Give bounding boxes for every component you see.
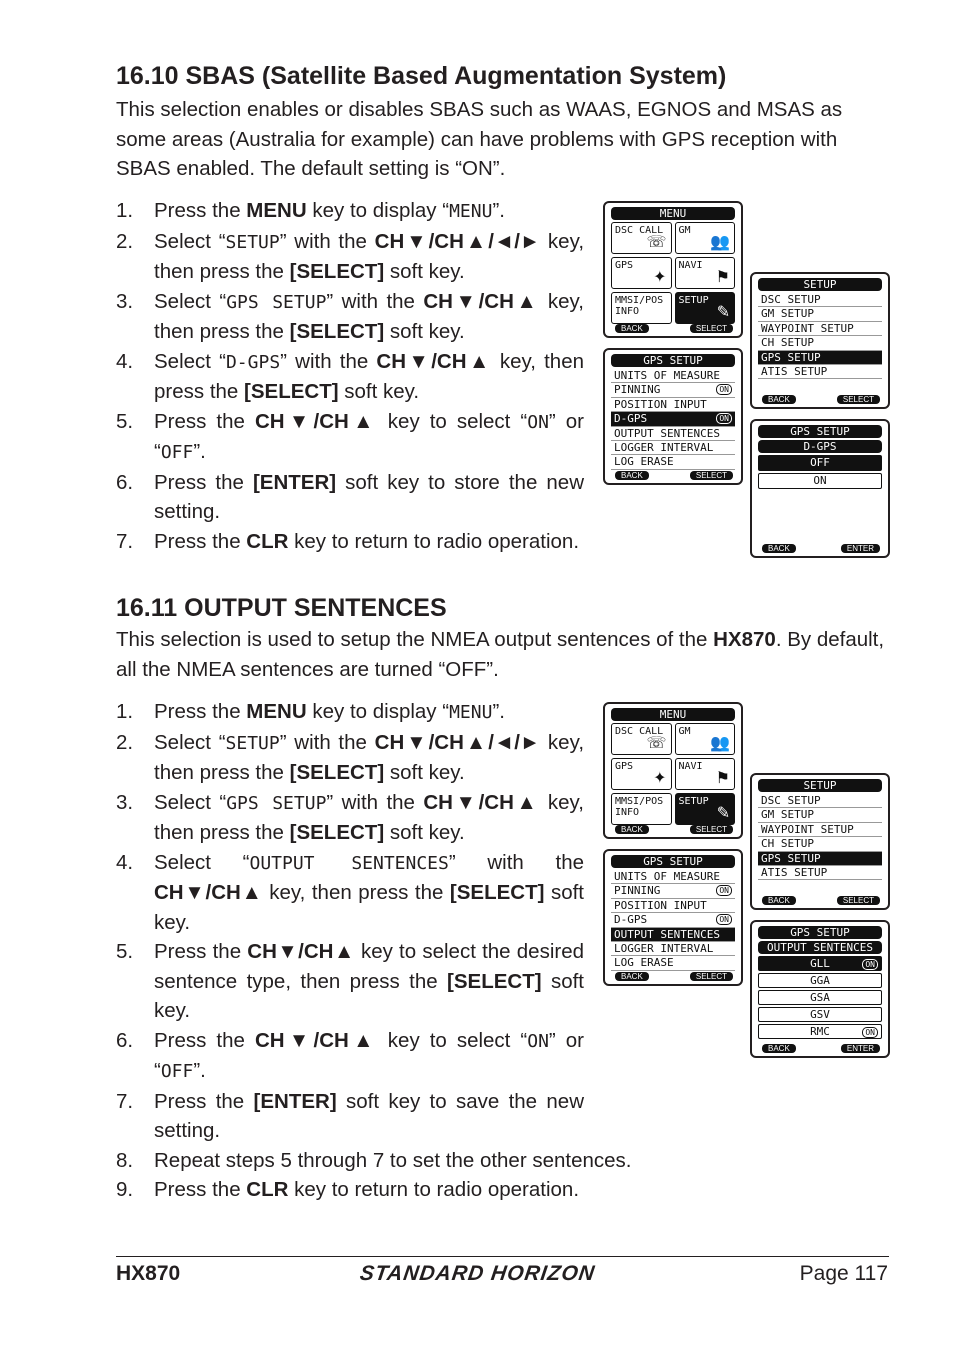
lcd-row: ATIS SETUP [758, 365, 882, 379]
lcd-option: GGA [758, 973, 882, 988]
lcd-row: LOGGER INTERVAL [611, 942, 735, 956]
menu-tile-gps: GPS ✦ [611, 758, 672, 790]
lcd-menu-screen [603, 201, 743, 338]
lcd-option: GSA [758, 990, 882, 1005]
lcd-title: GPS SETUP [611, 855, 735, 868]
lcd-option: RMC ON [758, 1024, 882, 1039]
softkey-back: BACK [762, 896, 796, 905]
group-icon: 👥 [710, 232, 730, 251]
softkey-select: SELECT [837, 395, 880, 404]
lcd-option: ON [758, 473, 882, 489]
section-heading-sbas: 16.10 SBAS (Satellite Based Augmentation System) [116, 62, 727, 90]
satellite-icon: ✦ [653, 267, 667, 286]
lcd-option-selected: GLL ON [758, 956, 882, 971]
menu-tile-dsc-call: DSC CALL ☏ [611, 222, 672, 254]
lcd-row-selected: D-GPS ON [611, 412, 735, 426]
lcd-menu-screen-2 [603, 702, 743, 839]
menu-tile-setup: SETUP ✎ [675, 793, 736, 825]
lcd-title: GPS SETUP [758, 425, 882, 438]
lcd-row-selected: GPS SETUP [758, 852, 882, 866]
lcd-row: GM SETUP [758, 808, 882, 822]
lcd-row: ATIS SETUP [758, 866, 882, 880]
wrench-icon: ✎ [716, 803, 730, 822]
menu-tile-gm: GM 👥 [675, 723, 736, 755]
brand-logo: STANDARD HORIZON [358, 1262, 597, 1285]
softkey-enter: ENTER [841, 544, 880, 553]
lcd-row-selected: OUTPUT SENTENCES [611, 928, 735, 942]
softkey-back: BACK [762, 395, 796, 404]
lcd-row: UNITS OF MEASURE [611, 369, 735, 383]
footer-model: HX870 [116, 1262, 181, 1285]
list-item: 4. Select “OUTPUT SENTENCES” with the CH▼/CH▲ key, then press the [SELECT] soft key. [116, 850, 584, 934]
lcd-row: DSC SETUP [758, 794, 882, 808]
lcd-title: SETUP [758, 278, 882, 291]
lcd-setup-screen-2 [750, 773, 890, 910]
list-item: 3. Select “GPS SETUP” with the CH▼/CH▲ key, then press the [SELECT] soft key. [116, 289, 584, 343]
lcd-title: MENU [611, 207, 735, 220]
menu-tile-setup: SETUP ✎ [675, 292, 736, 324]
list-item: 3. Select “GPS SETUP” with the CH▼/CH▲ key, then press the [SELECT] soft key. [116, 790, 584, 844]
satellite-icon: ✦ [653, 768, 667, 787]
section-intro-sbas: This selection enables or disables SBAS such as WAAS, EGNOS and MSAS as some areas (Australia for example) can have problems with GPS reception with SBAS enabled. The default setting is “ON”. [116, 98, 843, 180]
list-item: 1. Press the MENU key to display “MENU”. [116, 199, 505, 222]
lcd-subtitle: OUTPUT SENTENCES [758, 941, 882, 954]
lcd-row-selected: GPS SETUP [758, 351, 882, 365]
lcd-gps-setup-screen [603, 348, 743, 485]
lcd-option-selected: OFF [758, 455, 882, 471]
lcd-dgps-screen [750, 419, 890, 558]
lcd-row: UNITS OF MEASURE [611, 870, 735, 884]
list-item: 1. Press the MENU key to display “MENU”. [116, 700, 505, 723]
menu-tile-navi: NAVI ⚑ [675, 758, 736, 790]
section-heading-output-sentences: 16.11 OUTPUT SENTENCES [116, 594, 447, 622]
list-item: 4. Select “D-GPS” with the CH▼/CH▲ key, then press the [SELECT] soft key. [116, 349, 585, 403]
menu-tile-mmsi-pos-info: MMSI/POS INFO [611, 793, 672, 825]
lcd-title: MENU [611, 708, 735, 721]
softkey-select: SELECT [690, 825, 733, 834]
lcd-row: POSITION INPUT [611, 899, 735, 913]
menu-tile-navi: NAVI ⚑ [675, 257, 736, 289]
lcd-option: GSV [758, 1007, 882, 1022]
lcd-row: CH SETUP [758, 837, 882, 851]
lcd-row: PINNING ON [611, 884, 735, 898]
lcd-row: PINNING ON [611, 383, 735, 397]
phone-icon: ☏ [646, 232, 667, 251]
lcd-row: LOG ERASE [611, 956, 735, 970]
softkey-back: BACK [615, 972, 649, 981]
lcd-row: LOG ERASE [611, 455, 735, 469]
flag-icon: ⚑ [715, 267, 730, 286]
menu-tile-gm: GM 👥 [675, 222, 736, 254]
section-intro-output-sentences: This selection is used to setup the NMEA output sentences of the HX870. By default, all the NMEA sentences are turned “OFF”. [116, 628, 885, 681]
lcd-row: CH SETUP [758, 336, 882, 350]
list-item: 2. Select “SETUP” with the CH▼/CH▲/◄/► key, then press the [SELECT] soft key. [116, 730, 585, 784]
softkey-select: SELECT [690, 972, 733, 981]
softkey-back: BACK [615, 825, 649, 834]
softkey-enter: ENTER [841, 1044, 880, 1053]
list-item: 7. Press the [ENTER] soft key to save the new setting. [116, 1089, 584, 1142]
flag-icon: ⚑ [715, 768, 730, 787]
lcd-row: LOGGER INTERVAL [611, 441, 735, 455]
list-item: 8. Repeat steps 5 through 7 to set the other sentences. [116, 1148, 632, 1172]
list-item: 5. Press the CH▼/CH▲ key to select “ON” or “OFF”. [116, 409, 584, 463]
lcd-row: D-GPS ON [611, 913, 735, 927]
wrench-icon: ✎ [716, 302, 730, 321]
softkey-back: BACK [762, 1044, 796, 1053]
softkey-back: BACK [615, 471, 649, 480]
lcd-row: OUTPUT SENTENCES [611, 427, 735, 441]
lcd-title: GPS SETUP [758, 926, 882, 939]
lcd-title: SETUP [758, 779, 882, 792]
lcd-row: POSITION INPUT [611, 398, 735, 412]
softkey-select: SELECT [690, 324, 733, 333]
menu-tile-mmsi-pos-info: MMSI/POS INFO [611, 292, 672, 324]
softkey-back: BACK [762, 544, 796, 553]
lcd-gps-setup-screen-2 [603, 849, 743, 986]
menu-tile-gps: GPS ✦ [611, 257, 672, 289]
steps-list-sbas [116, 196, 584, 556]
footer-divider [116, 1256, 889, 1257]
list-item: 9. Press the CLR key to return to radio operation. [116, 1178, 580, 1201]
list-item: 2. Select “SETUP” with the CH▼/CH▲/◄/► key, then press the [SELECT] soft key. [116, 229, 585, 283]
list-item: 5. Press the CH▼/CH▲ key to select the desired sentence type, then press the [SELECT] soft key. [116, 940, 584, 1022]
list-item: 7. Press the CLR key to return to radio operation. [116, 529, 580, 553]
softkey-select: SELECT [837, 896, 880, 905]
page-number: Page 117 [799, 1262, 888, 1285]
group-icon: 👥 [710, 733, 730, 752]
phone-icon: ☏ [646, 733, 667, 752]
lcd-title: GPS SETUP [611, 354, 735, 367]
softkey-back: BACK [615, 324, 649, 333]
list-item: 6. Press the CH▼/CH▲ key to select “ON” or “OFF”. [116, 1028, 584, 1082]
lcd-subtitle: D-GPS [758, 440, 882, 453]
lcd-setup-screen [750, 272, 890, 409]
lcd-row: DSC SETUP [758, 293, 882, 307]
lcd-row: WAYPOINT SETUP [758, 322, 882, 336]
list-item: 6. Press the [ENTER] soft key to store the new setting. [116, 470, 584, 523]
lcd-row: WAYPOINT SETUP [758, 823, 882, 837]
lcd-row: GM SETUP [758, 307, 882, 321]
lcd-output-sentences-screen [750, 920, 890, 1058]
menu-tile-dsc-call: DSC CALL ☏ [611, 723, 672, 755]
softkey-select: SELECT [690, 471, 733, 480]
